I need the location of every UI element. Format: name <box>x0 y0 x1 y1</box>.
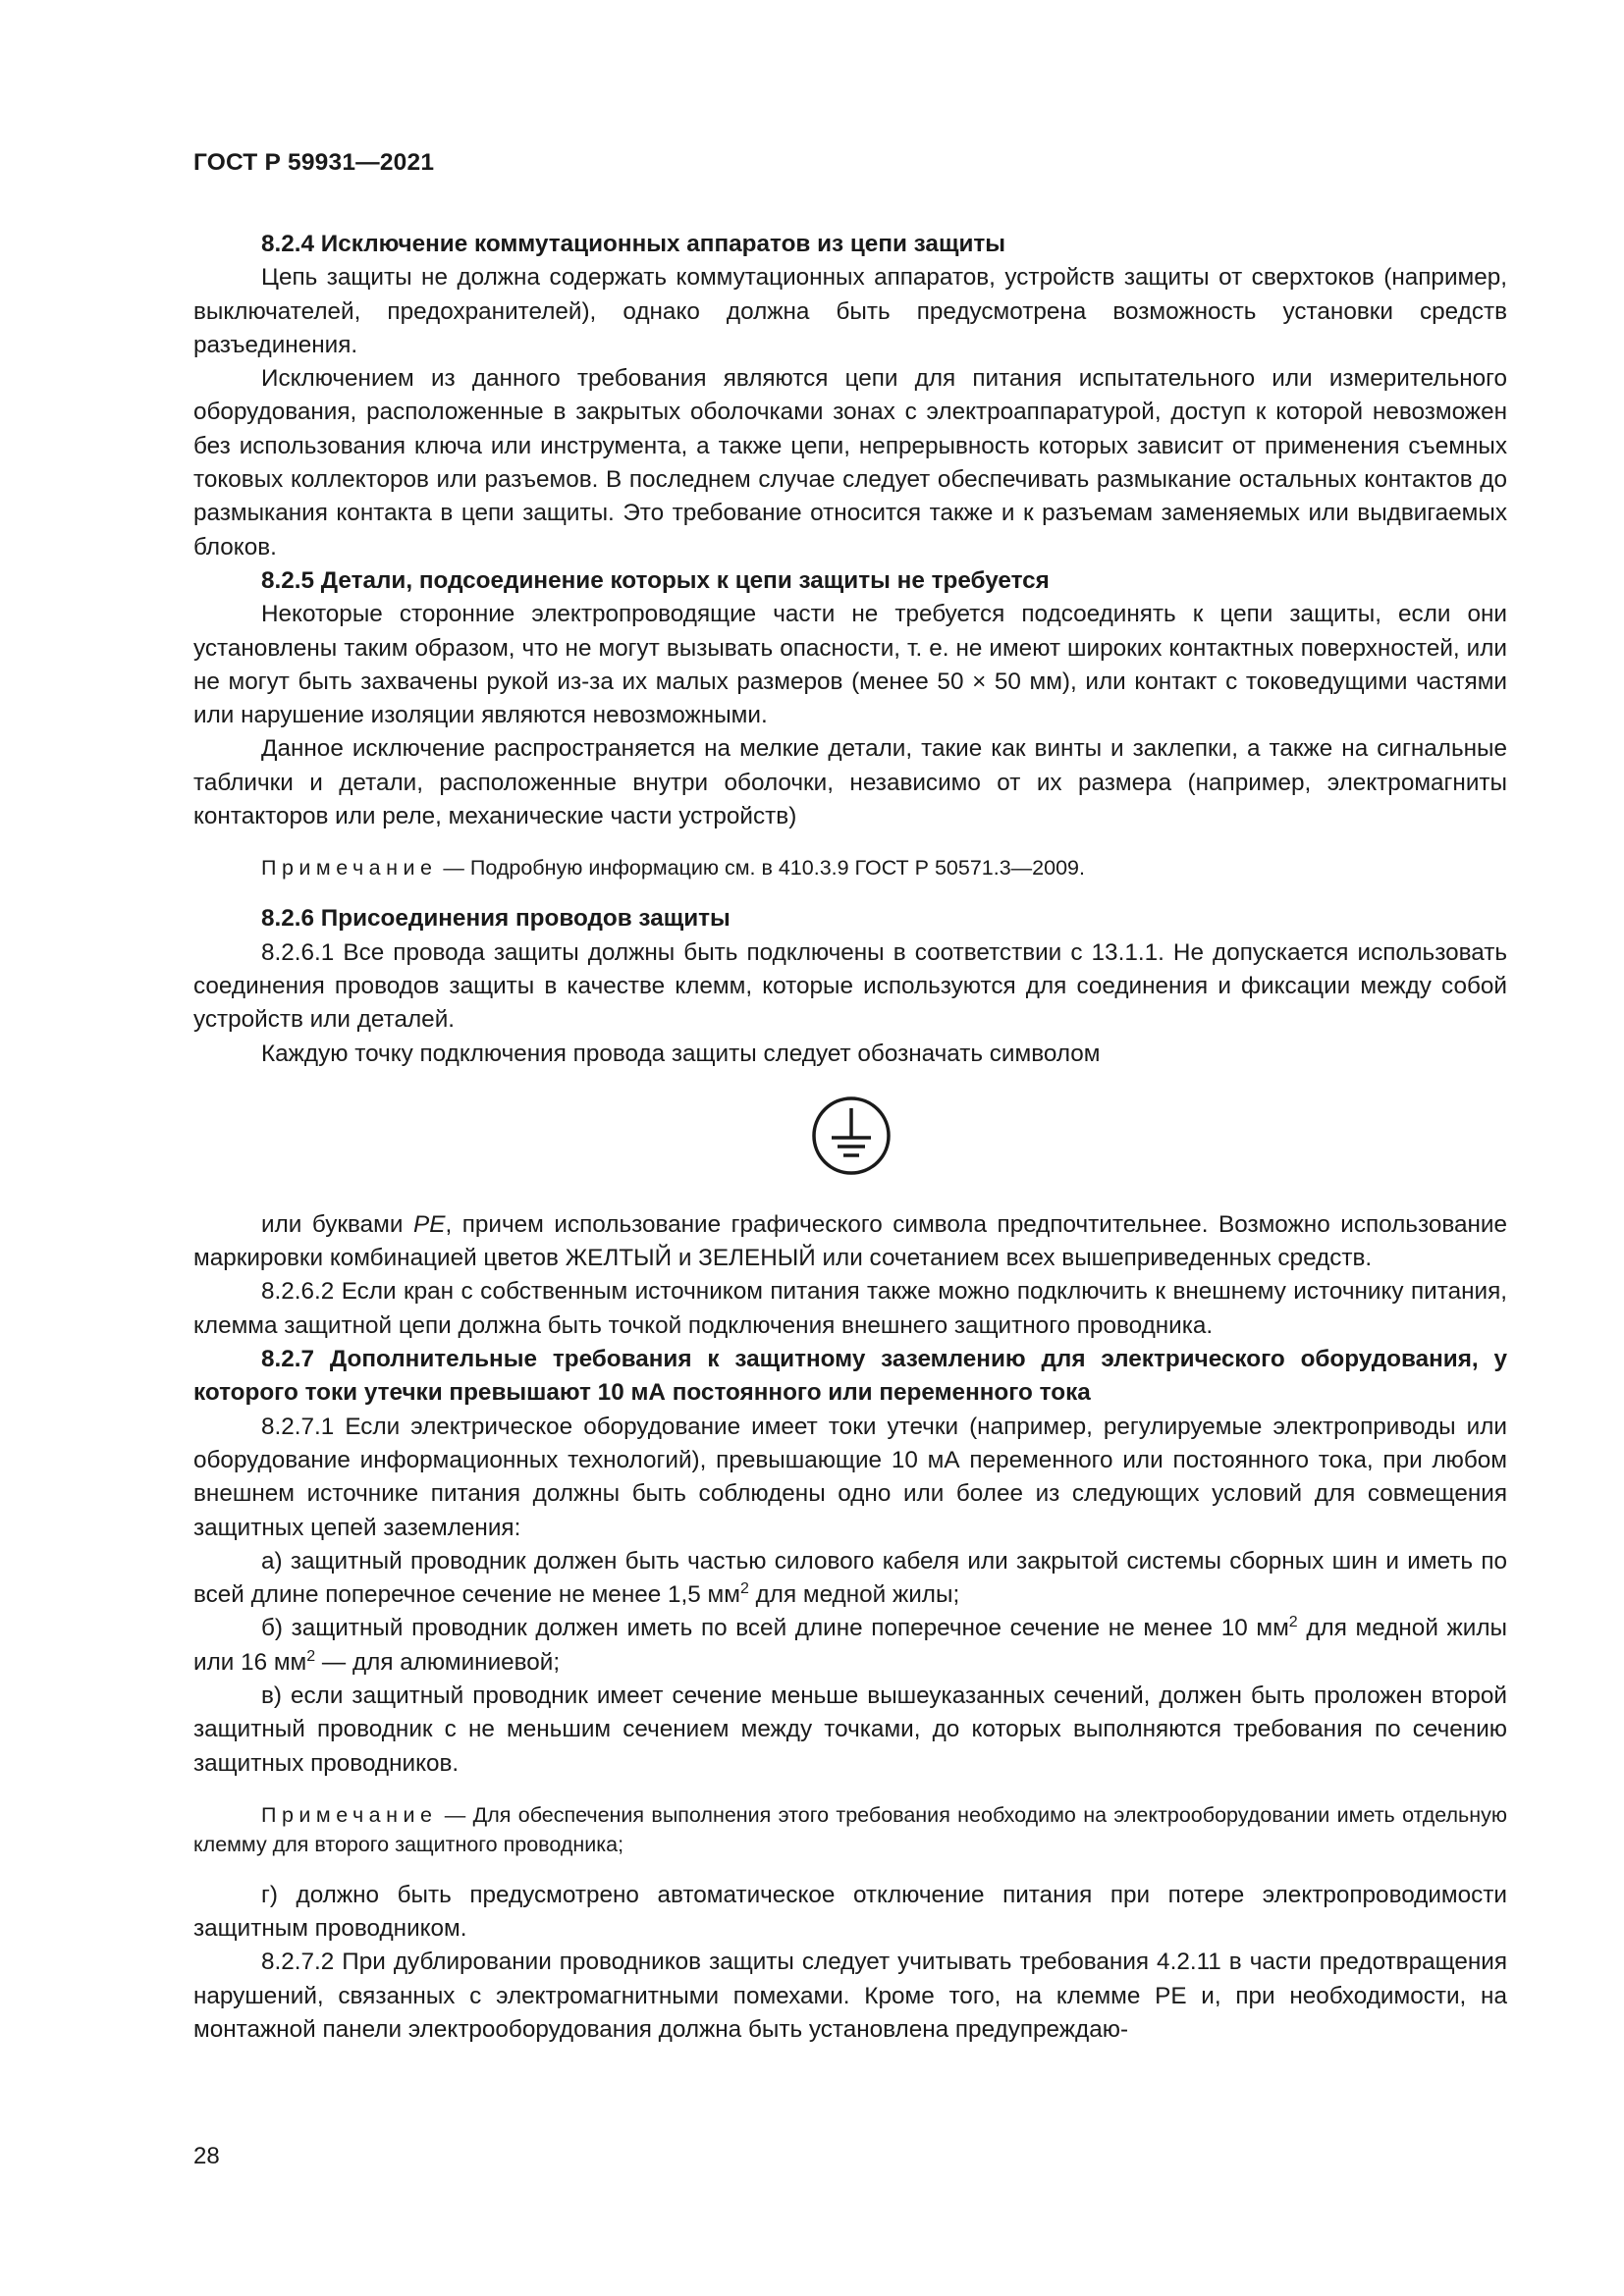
superscript: 2 <box>306 1647 316 1665</box>
note-label: Примечание <box>261 856 438 881</box>
list-item <box>193 1612 1507 1680</box>
paragraph: Каждую точку подключения провода защиты следует обозначать символом <box>261 1040 1101 1067</box>
paragraph: 8.2.6.2 Если кран с собственным источником питания также можно подключить к внешнему источнику питания, клемма защитной цепи должна быть точкой подключения внешнего защитного проводника. <box>193 1278 1507 1339</box>
protective-earth-icon <box>810 1095 893 1177</box>
text: б) защитный проводник должен иметь по всей длине поперечное сечение не менее 10 мм <box>261 1615 1289 1642</box>
list-item: в) если защитный проводник имеет сечение меньше вышеуказанных сечений, должен быть проложен второй защитный проводник с не меньшим сечением между точками, до которых выполняются требования по сечению защитных проводников. <box>193 1682 1507 1777</box>
note <box>193 1800 1507 1859</box>
text: , причем использование графического символа предпочтительнее. Возможно использование маркировки комбинацией цветов ЖЕЛТЫЙ и ЗЕЛЕНЫЙ или сочетанием всех вышеприведенных средств. <box>193 1210 1507 1272</box>
paragraph: 8.2.7.1 Если электрическое оборудование имеет токи утечки (например, регулируемые электроприводы или оборудование информационных технологий), превышающие 10 мА переменного или постоянного тока, при любом внешнем источнике питания должны быть соблюдены одно или более из следующих условий для совмещения защитных цепей заземления: <box>193 1413 1507 1541</box>
list-item: г) должно быть предусмотрено автоматическое отключение питания при потере электропроводимости защитным проводником. <box>193 1881 1507 1943</box>
section-heading-8-2-6: 8.2.6 Присоединения проводов защиты <box>261 905 731 933</box>
superscript: 2 <box>1288 1614 1298 1631</box>
document-body <box>193 228 1507 2047</box>
list-item <box>193 1545 1507 1613</box>
superscript: 2 <box>739 1580 749 1598</box>
page-number: 28 <box>193 2143 220 2169</box>
paragraph: Данное исключение распространяется на мелкие детали, такие как винты и заклепки, а также на сигнальные таблички и детали, расположенные внутри оболочки, независимо от их размера (например, электромагниты контакторов или реле, механические части устройств) <box>193 735 1507 830</box>
note-text: — Для обеспечения выполнения этого требования необходимо на электрооборудовании иметь отдельную клемму для второго защитного проводника; <box>193 1802 1507 1856</box>
text: а) защитный проводник должен быть частью силового кабеля или закрытой системы сборных шин и иметь по всей длине поперечное сечение не менее 1,5 мм <box>193 1547 1507 1609</box>
note <box>193 853 1507 882</box>
paragraph: Некоторые сторонние электропроводящие части не требуется подсоединять к цепи защиты, если они установлены таким образом, что не могут вызывать опасности, т. е. не имеют широких контактных поверхностей, или не могут быть захвачены рукой из-за их малых размеров (менее 50 × 50 мм), или контакт с токоведущими частями или нарушение изоляции являются невозможными. <box>193 601 1507 729</box>
paragraph: 8.2.7.2 При дублировании проводников защиты следует учитывать требования 4.2.11 в части предотвращения нарушений, связанных с электромагнитными помехами. Кроме того, на клемме PE и, при необходимости, на монтажной панели электрооборудования должна быть установлена предупреждаю- <box>193 1949 1507 2044</box>
symbol-container <box>193 1071 1507 1208</box>
text: — для алюминиевой; <box>315 1648 561 1676</box>
text: или буквами <box>261 1210 414 1238</box>
note-label: Примечание <box>261 1802 438 1827</box>
note-text: — Подробную информацию см. в 410.3.9 ГОСТ Р 50571.3—2009. <box>437 856 1085 881</box>
paragraph <box>193 1208 1507 1276</box>
section-heading-8-2-7: 8.2.7 Дополнительные требования к защитному заземлению для электрического оборудования, у которого токи утечки превышают 10 мА постоянного или переменного тока <box>193 1346 1507 1407</box>
text-italic: PE <box>413 1210 446 1238</box>
text: для медной жилы или 16 мм <box>193 1615 1508 1676</box>
paragraph: 8.2.6.1 Все провода защиты должны быть подключены в соответствии с 13.1.1. Не допускается использовать соединения проводов защиты в качестве клемм, которые используются для соединения и фиксации между собой устройств или деталей. <box>193 938 1507 1034</box>
text: для медной жилы; <box>748 1581 960 1609</box>
paragraph: Цепь защиты не должна содержать коммутационных аппаратов, устройств защиты от сверхтоков (например, выключателей, предохранителей), однако должна быть предусмотрена возможность установки средств разъединения. <box>193 264 1507 358</box>
section-heading-8-2-5: 8.2.5 Детали, подсоединение которых к цепи защиты не требуется <box>261 566 1050 594</box>
section-heading-8-2-4: 8.2.4 Исключение коммутационных аппаратов из цепи защиты <box>261 231 1006 257</box>
document-header: ГОСТ Р 59931—2021 <box>193 149 435 176</box>
paragraph: Исключением из данного требования являются цепи для питания испытательного или измерительного оборудования, расположенные в закрытых оболочками зонах с электроаппаратурой, доступ к которой невозможен без использования ключа или инструмента, а также цепи, непрерывность которых зависит от применения съемных токовых коллекторов или разъемов. В последнем случае следует обеспечивать размыкание остальных контактов до размыкания контакта в цепи защиты. Это требование относится также и к разъемам заменяемых или выдвигаемых блоков. <box>193 365 1507 561</box>
